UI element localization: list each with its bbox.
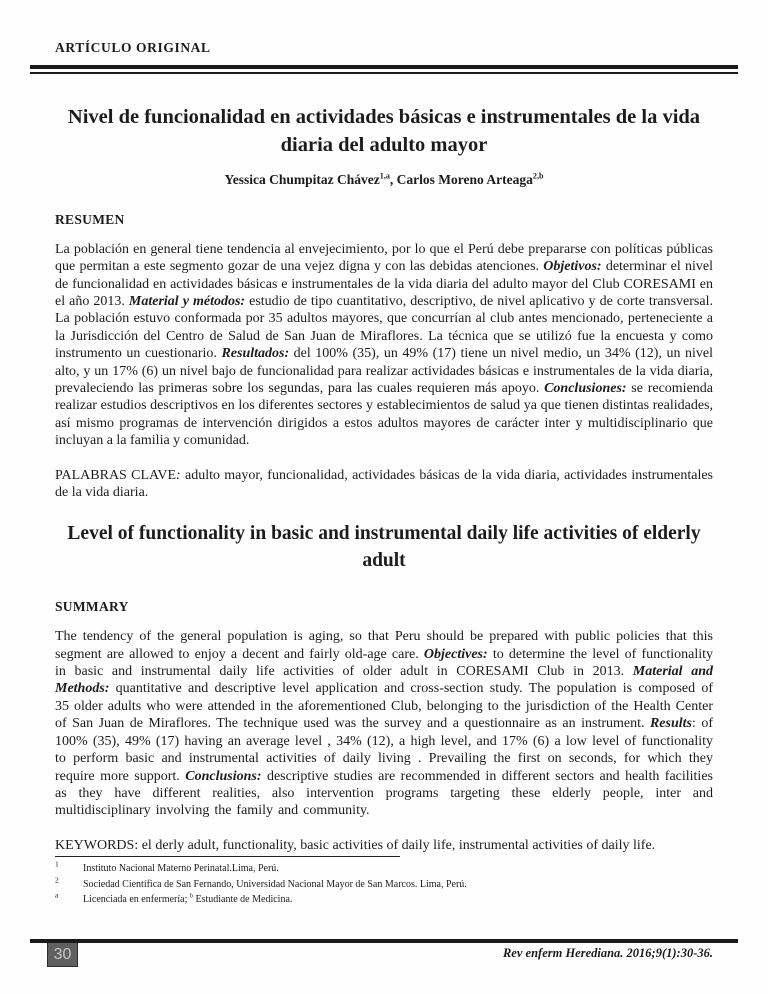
footnote-text: Licenciada en enfermería; $^b$ Estudiante de Medicina. — [83, 892, 293, 905]
footnote-marker: a — [55, 890, 59, 900]
palabras-clave: PALABRAS CLAVE: adulto mayor, funcionalidad, actividades básicas de la vida diaria, actividades instrumentales de la vida diaria. — [55, 467, 714, 501]
footnote-rule — [55, 856, 400, 857]
footnote-text: Instituto Nacional Materno Perinatal.Lima, Perú. — [83, 863, 279, 874]
page-number: 30 — [47, 943, 78, 967]
footnote-row — [55, 892, 713, 908]
footnote-text: Sociedad Científica de San Fernando, Universidad Nacional Mayor de San Marcos. Lima, Perú. — [83, 878, 467, 890]
footnote-marker: 1 — [55, 859, 59, 869]
footnote-row — [55, 861, 713, 877]
keywords: KEYWORDS: el derly adult, functionality, basic activities of daily life, instrumental activities of daily life. — [55, 837, 656, 853]
footnote-row — [55, 877, 713, 893]
resumen-body: La población en general tiene tendencia al envejecimiento, por lo que el Perú debe prepararse con políticas públicas que permitan a este segmento gozar de una vejez digna y con las debidas atenciones. Objetivos: determinar el nivel de funcionalidad en actividades básicas e instrumentales de la vida diaria del adulto mayor del Club CORESAMI en el año 2013. Material y métodos: estudio de tipo cuantitativo, descriptivo, de nivel aplicativo y de corte transversal. La población estuvo conformada por 35 adultos mayores, que concurrían al club antes mencionado, perteneciente a la Jurisdicción del Centro de Salud de San Juan de Miraflores. La técnica que se utilizó fue la encuesta y como instrumento un cuestionario. Resultados: del 100% (35), un 49% (17) tiene un nivel medio, un 34% (12), un nivel alto, y un 17% (6) un nivel bajo de funcionalidad para realizar actividades básicas e instrumentales de la vida diaria, prevaleciendo las primeras sobre los segundas, para las cuales requieren más apoyo. Conclusiones: se recomienda realizar estudios descriptivos en los diferentes sectores y establecimientos de salud ya que tienen distintas realidades, así mismo programas de intervención dirigidos a estos adultos mayores de carácter inter y multidisciplinario que incluyan a la familia y comunidad. — [55, 241, 714, 449]
footnote-marker: 2 — [55, 875, 59, 885]
title-spanish: Nivel de funcionalidad en actividades básicas e instrumentales de la vida diaria del adulto mayor — [67, 106, 701, 156]
resumen-heading: RESUMEN — [55, 211, 125, 227]
footnotes-block — [55, 856, 713, 908]
section-kicker: ARTÍCULO ORIGINAL — [55, 40, 211, 55]
summary-body: The tendency of the general population is aging, so that Peru should be prepared with public policies that this segment are allowed to enjoy a decent and fairly old-age care. Objectives: to determine the level of functionality in basic and instrumental daily life activities of older adult in CORESAMI Club in 2013. Material and Methods: quantitative and descriptive level application and cross-section study. The population is composed of 35 older adults who were attended in the aforementioned Club, belonging to the jurisdiction of the Health Center of San Juan de Miraflores. The technique used was the survey and a questionnaire as an instrument. Results: of 100% (35), 49% (17) having an average level , 34% (12), a high level, and 17% (6) a low level of functionality to perform basic and instrumental activities of daily living . Prevailing the first on seconds, for which they require more support. Conclusions: descriptive studies are recommended in different sectors and health facilities as they have different realities, also intervention programs targeting these elderly people, inter and multidisciplinary involving the family and community. — [55, 629, 714, 819]
title-english: Level of functionality in basic and instrumental daily life activities of elderly adult — [67, 523, 701, 572]
journal-reference: Rev enferm Herediana. 2016;9(1):30-36. — [502, 946, 713, 960]
footer-rule — [30, 939, 738, 943]
authors-line: Yessica Chumpitaz Chávez$^{1,a}$, Carlos Moreno Arteaga$^{2,b}$ — [224, 171, 544, 187]
summary-heading: SUMMARY — [55, 599, 129, 615]
header-double-rule — [30, 65, 738, 74]
